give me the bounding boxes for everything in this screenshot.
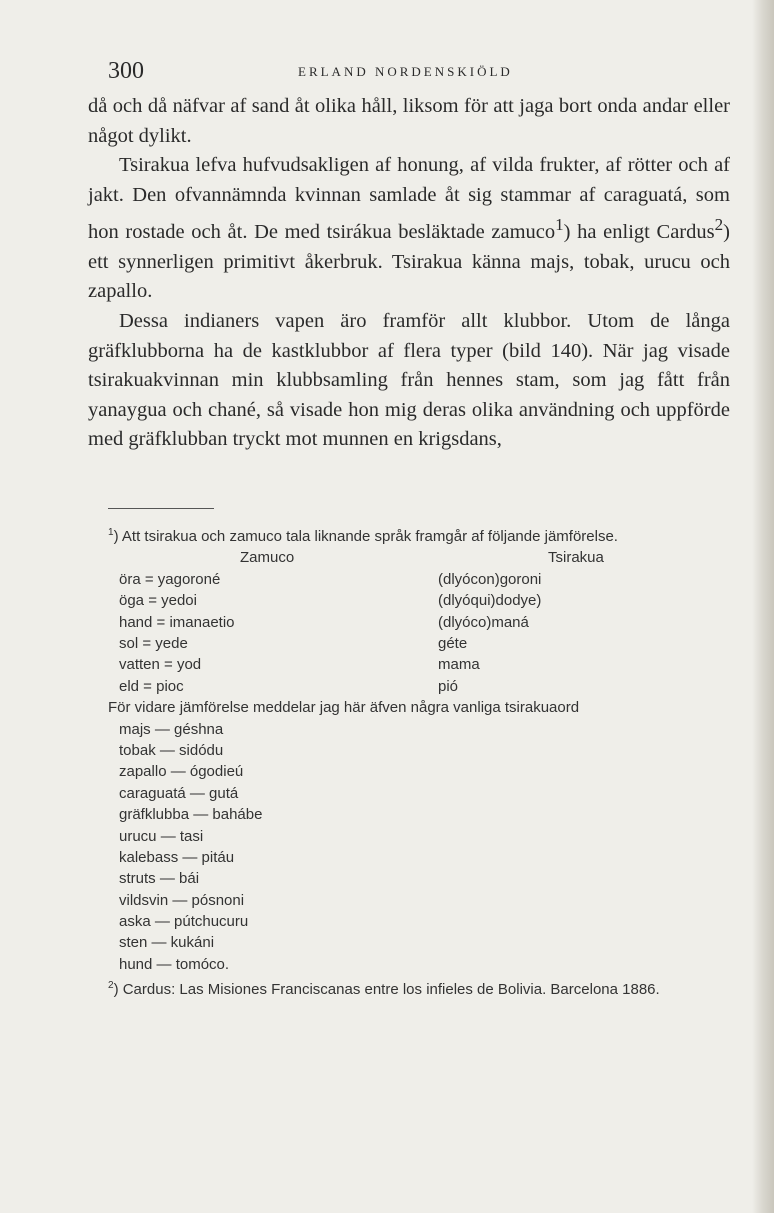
- running-title: ERLAND NORDENSKIÖLD: [298, 64, 513, 79]
- footnote-2: [88, 975, 730, 1000]
- paragraph-3: Dessa indianers vapen äro framför allt klubbor. Utom de långa gräfklubborna ha de kastklubbor af flera typer (bild 140). När jag visade tsirakuakvinnan min klubbsamling från hennes stam, som jag fått från yanaygua och chané, så visade hon mig deras olika användning och uppförde med gräfklubban tryckt mot munnen en krigsdans,: [88, 309, 730, 451]
- tsirakua-word-list: [119, 719, 730, 976]
- paragraph-2-part-3: ) ett synnerligen primitivt åkerbruk. Tsirakua känna majs, tobak, urucu och zapallo.: [88, 221, 730, 303]
- tsirakua-word: (dlyócon)goroni: [438, 570, 542, 588]
- table-row: [88, 633, 730, 654]
- list-item: kalebass — pitáu: [119, 848, 235, 866]
- zamuco-word: öga = yedoi: [119, 592, 197, 610]
- footnotes: [88, 522, 730, 1001]
- table-row: [88, 590, 730, 611]
- zamuco-word: sol = yede: [119, 634, 188, 652]
- footnote-ref-1: 1: [555, 215, 564, 235]
- footnote-separator: [108, 508, 214, 509]
- page-edge-shadow: [752, 0, 774, 1213]
- tsirakua-word: (dlyóco)maná: [438, 613, 529, 631]
- paragraph-2-part-1: Tsirakua lefva hufvudsakligen af honung, af vilda frukter, af rötter och af jakt. Den ofvannämnda kvinnan samlade åt sig stammar af caraguatá, som hon rostade och åt. De med tsirákua besläktade zamuco: [88, 154, 730, 244]
- table-row: [88, 654, 730, 675]
- table-row: [88, 676, 730, 697]
- zamuco-word: öra = yagoroné: [119, 570, 221, 588]
- list-item: struts — bái: [119, 870, 200, 888]
- main-text: [88, 92, 730, 455]
- list-item: majs — géshna: [119, 720, 224, 738]
- zamuco-word: vatten = yod: [119, 656, 202, 674]
- table-row: [88, 569, 730, 590]
- column-header-zamuco: Zamuco: [240, 549, 295, 567]
- tsirakua-word: géte: [438, 634, 468, 652]
- paragraph-2-part-2: ) ha enligt Cardus: [563, 221, 715, 244]
- list-item: gräfklubba — bahábe: [119, 806, 263, 824]
- paragraph-2: [88, 151, 730, 307]
- zamuco-word: eld = pioc: [119, 677, 184, 695]
- page-header: [108, 58, 728, 88]
- zamuco-word: hand = imanaetio: [119, 613, 235, 631]
- word-list-intro: För vidare jämförelse meddelar jag här äfven några vanliga tsirakuaord: [108, 699, 580, 717]
- tsirakua-word: (dlyóqui)dodye): [438, 592, 542, 610]
- list-item: sten — kukáni: [119, 934, 215, 952]
- footnote-1-intro: [88, 522, 730, 547]
- list-item: aska — pútchucuru: [119, 913, 249, 931]
- vocab-comparison-table: [88, 569, 730, 697]
- paragraph-1: då och då näfvar af sand åt olika håll, liksom för att jaga bort onda andar eller något dylikt.: [88, 95, 730, 147]
- tsirakua-word: mama: [438, 656, 480, 674]
- list-item: hund — tomóco.: [119, 955, 230, 973]
- page-number: 300: [108, 58, 144, 84]
- list-item: urucu — tasi: [119, 827, 204, 845]
- vocab-column-headers: [88, 547, 730, 568]
- list-item: caraguatá — gutá: [119, 784, 239, 802]
- footnote-ref-2: 2: [714, 215, 724, 235]
- footnote-2-marker: 2: [108, 980, 114, 992]
- table-row: [88, 612, 730, 633]
- tsirakua-word: pió: [438, 677, 459, 695]
- footnote-2-text: ) Cardus: Las Misiones Franciscanas entre los infieles de Bolivia. Barcelona 1886.: [113, 981, 660, 999]
- list-item: tobak — sidódu: [119, 741, 224, 759]
- column-header-tsirakua: Tsirakua: [548, 549, 604, 567]
- footnote-1-intro-text: ) Att tsirakua och zamuco tala liknande språk framgår af följande jämförelse.: [113, 528, 618, 545]
- list-item: zapallo — ógodieú: [119, 763, 244, 781]
- list-item: vildsvin — pósnoni: [119, 891, 245, 909]
- footnote-1-marker: 1: [108, 527, 114, 538]
